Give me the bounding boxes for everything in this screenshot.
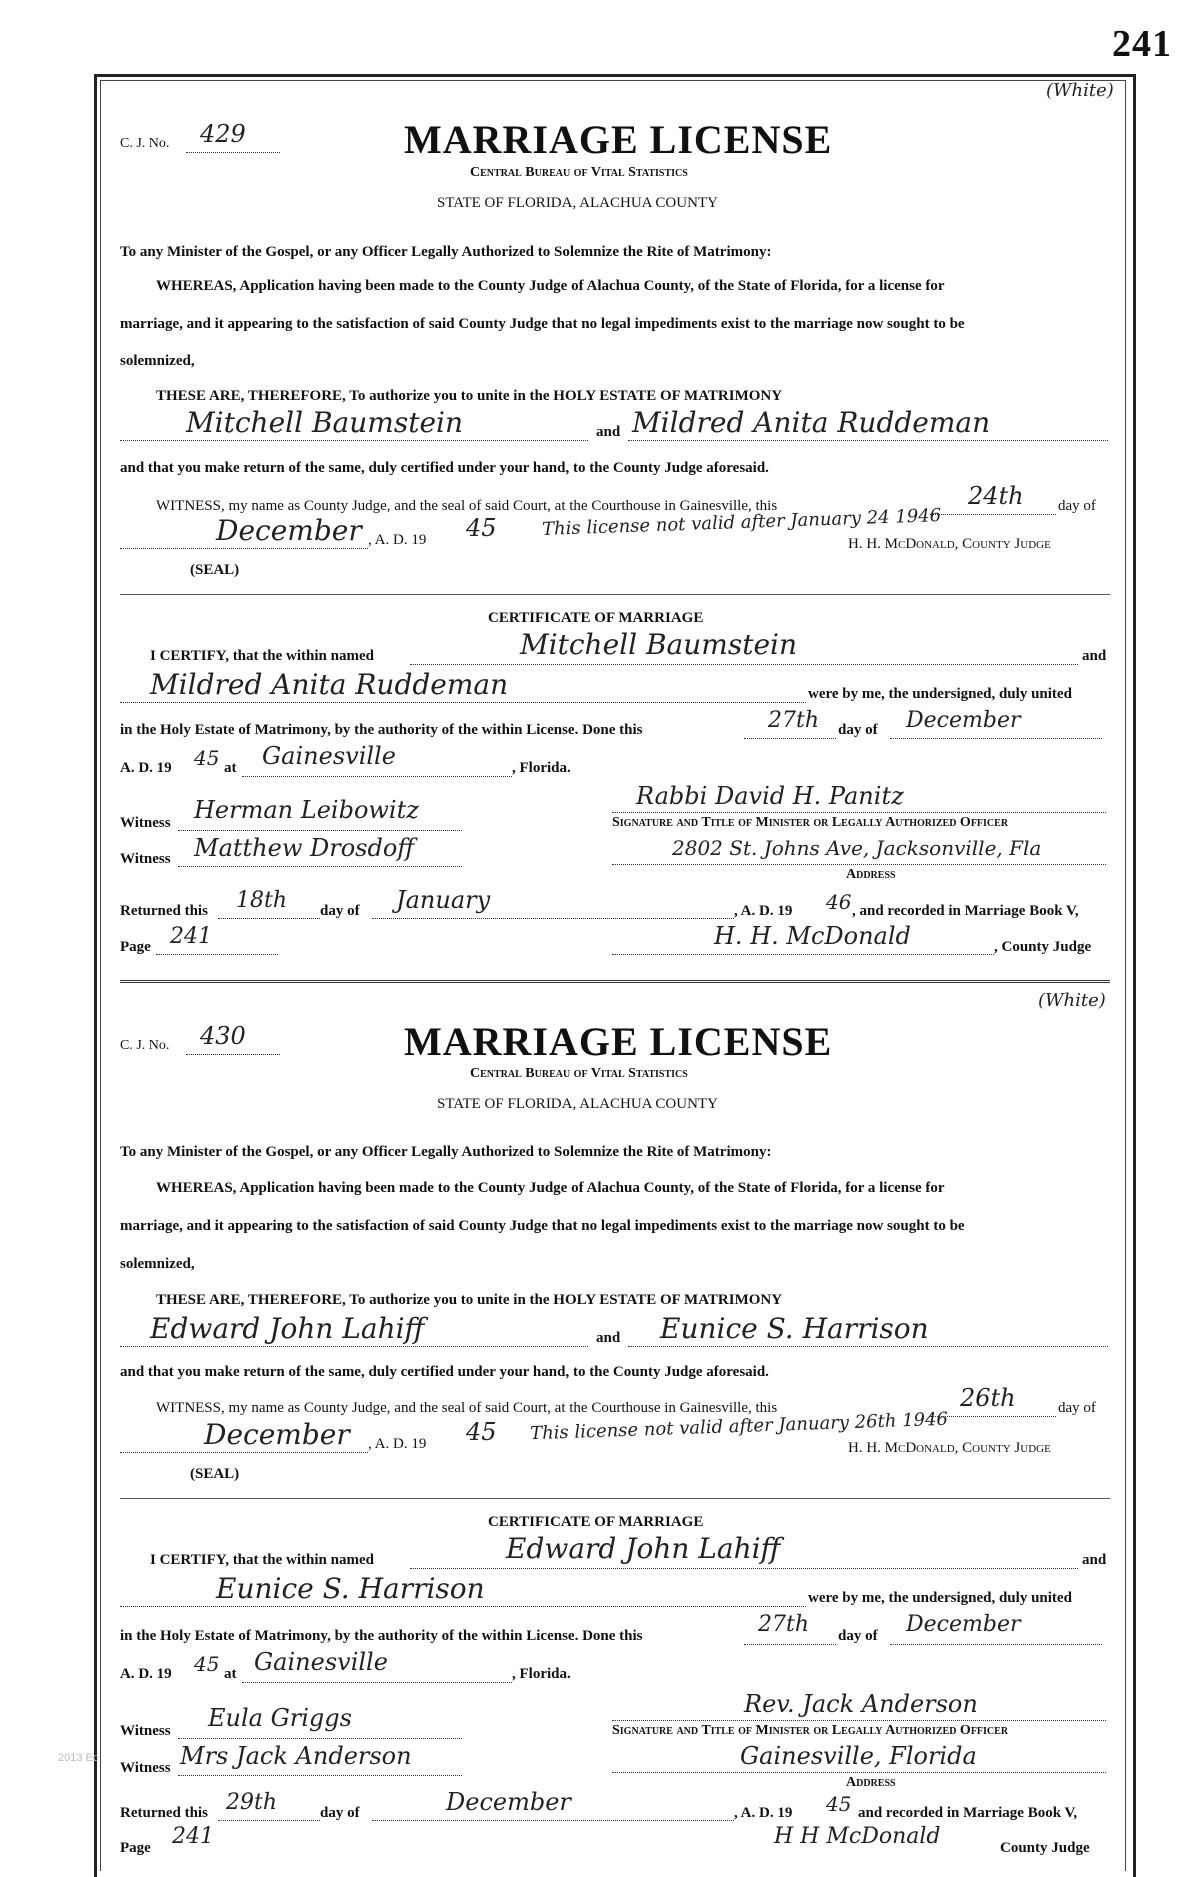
ad-label: , A. D. 19 [368,1436,427,1452]
certificate-month: December [906,1612,1021,1637]
witness-1-label: Witness [120,1723,171,1739]
county-judge-name: H. H. McDonald, County Judge [848,1440,1051,1456]
whereas-line-2: marriage, and it appearing to the satisfaction of said County Judge that no legal impediments exist to the marriage now sought to be [120,1218,965,1234]
state-county: STATE OF FLORIDA, ALACHUA COUNTY [437,195,718,211]
witness-2-label: Witness [120,1760,171,1776]
county-judge-label: , County Judge [994,939,1092,955]
witness-1-name: Herman Leibowitz [194,796,419,824]
returned-month: December [446,1788,571,1816]
license-year: 45 [466,1418,497,1446]
returned-year: 45 [826,1792,852,1816]
certificate-year: 45 [194,746,220,770]
certificate-day-of: day of [838,1628,878,1644]
witness-line: WITNESS, my name as County Judge, and the seal of said Court, at the Courthouse in Gainesville, this [156,1400,778,1416]
judge-signature: H H McDonald [774,1824,941,1849]
salutation: To any Minister of the Gospel, or any Officer Legally Authorized to Solemnize the Rite of Matrimony: [120,1144,772,1160]
groom-name: Mitchell Baumstein [186,406,464,439]
license-title: MARRIAGE LICENSE [404,117,833,162]
certificate-ad: A. D. 19 [120,1666,172,1682]
validity-note: This license not valid after January 26th 1946 [529,1408,949,1445]
officer-address: 2802 St. Johns Ave, Jacksonville, Fla [672,836,1042,860]
cj-label: C. J. No. [120,1038,170,1053]
judge-signature: H. H. McDonald [714,922,911,950]
these-are-line: THESE ARE, THEREFORE, To authorize you to unite in the HOLY ESTATE OF MATRIMONY [156,388,783,404]
bureau-name: Central Bureau of Vital Statistics [470,1066,688,1081]
license-title: MARRIAGE LICENSE [404,1019,833,1064]
address-label: Address [846,867,896,882]
certificate-month: December [906,708,1021,733]
validity-note: This license not valid after January 24 1946 [541,505,942,540]
seal-label: (SEAL) [190,1466,240,1482]
license-month: December [216,514,362,547]
florida-label: , Florida. [512,760,571,776]
recorded-label: , and recorded in Marriage Book V, [852,903,1079,919]
certificate-year: 45 [194,1652,220,1676]
returned-ad: , A. D. 19 [734,1805,793,1821]
page-label: Page [120,1840,151,1856]
these-are-line: THESE ARE, THEREFORE, To authorize you to unite in the HOLY ESTATE OF MATRIMONY [156,1292,783,1308]
certificate-bride: Mildred Anita Ruddeman [150,668,509,701]
county-judge-name: H. H. McDonald, County Judge [848,536,1051,552]
bride-name: Mildred Anita Ruddeman [632,406,991,439]
bureau-name: Central Bureau of Vital Statistics [470,165,688,180]
license-year: 45 [466,514,497,542]
license-day: 24th [968,482,1024,510]
witness-1-name: Eula Griggs [208,1704,352,1732]
returned-ad: , A. D. 19 [734,903,793,919]
witness-1-label: Witness [120,815,171,831]
certificate-title: CERTIFICATE OF MARRIAGE [488,610,704,626]
certificate-groom: Edward John Lahiff [506,1532,781,1565]
certificate-groom: Mitchell Baumstein [520,628,798,661]
officer-address: Gainesville, Florida [740,1742,977,1770]
groom-name: Edward John Lahiff [150,1312,425,1345]
florida-label: , Florida. [512,1666,571,1682]
whereas-line-1: WHEREAS, Application having been made to the County Judge of Alachua County, of the State of Florida, for a license for [156,278,945,294]
returned-day: 29th [226,1790,278,1815]
returned-label: Returned this [120,1805,208,1821]
certificate-and: and [1082,1552,1107,1568]
race-note: (White) [1046,80,1114,101]
page-number-hand: 241 [170,924,212,949]
day-of-label: day of [1058,1400,1096,1416]
certificate-place: Gainesville [254,1648,388,1676]
state-county: STATE OF FLORIDA, ALACHUA COUNTY [437,1096,718,1112]
returned-day: 18th [236,888,288,913]
license-month: December [204,1418,350,1451]
divider [120,594,1110,595]
faint-watermark: 2013 Ec [58,1752,99,1764]
whereas-line-3: solemnized, [120,353,195,369]
salutation: To any Minister of the Gospel, or any Officer Legally Authorized to Solemnize the Rite of Matrimony: [120,244,772,260]
recorded-label: and recorded in Marriage Book V, [858,1805,1078,1821]
officer-signature: Rev. Jack Anderson [744,1690,978,1718]
certificate-and: and [1082,648,1107,664]
certify-label: I CERTIFY, that the within named [150,648,374,664]
returned-month: January [396,886,491,914]
ad-label: , A. D. 19 [368,532,427,548]
officer-signature: Rabbi David H. Panitz [636,782,904,810]
whereas-line-1: WHEREAS, Application having been made to the County Judge of Alachua County, of the State of Florida, for a license for [156,1180,945,1196]
whereas-line-3: solemnized, [120,1256,195,1272]
cj-number: 429 [200,120,246,148]
and-label: and [596,1330,621,1346]
returned-day-of: day of [320,903,360,919]
certify-label: I CERTIFY, that the within named [150,1552,374,1568]
page-number-hand: 241 [172,1824,214,1849]
united-label: were by me, the undersigned, duly united [808,686,1072,702]
return-line: and that you make return of the same, duly certified under your hand, to the County Judge aforesaid. [120,460,769,476]
certificate-ad: A. D. 19 [120,760,172,776]
day-of-label: day of [1058,498,1096,514]
seal-label: (SEAL) [190,562,240,578]
witness-2-label: Witness [120,851,171,867]
page-number: 241 [1112,23,1172,65]
certificate-day: 27th [768,708,820,733]
certificate-day: 27th [758,1612,810,1637]
at-label: at [224,760,237,776]
returned-year: 46 [826,890,852,914]
and-label: and [596,424,621,440]
address-label: Address [846,1775,896,1790]
license-day: 26th [960,1384,1016,1412]
holy-estate-line: in the Holy Estate of Matrimony, by the authority of the within License. Done this [120,722,643,738]
returned-label: Returned this [120,903,208,919]
witness-2-name: Matthew Drosdoff [194,834,415,862]
whereas-line-2: marriage, and it appearing to the satisfaction of said County Judge that no legal impediments exist to the marriage now sought to be [120,316,965,332]
page-label: Page [120,939,151,955]
divider [120,1498,1110,1499]
united-label: were by me, the undersigned, duly united [808,1590,1072,1606]
certificate-bride: Eunice S. Harrison [216,1572,485,1605]
returned-day-of: day of [320,1805,360,1821]
race-note: (White) [1038,990,1106,1011]
return-line: and that you make return of the same, duly certified under your hand, to the County Judge aforesaid. [120,1364,769,1380]
certificate-title: CERTIFICATE OF MARRIAGE [488,1514,704,1530]
county-judge-label: County Judge [1000,1840,1090,1856]
officer-label: Signature and Title of Minister or Legally Authorized Officer [612,815,1009,830]
certificate-day-of: day of [838,722,878,738]
witness-line: WITNESS, my name as County Judge, and the seal of said Court, at the Courthouse in Gainesville, this [156,498,778,514]
holy-estate-line: in the Holy Estate of Matrimony, by the authority of the within License. Done this [120,1628,643,1644]
bride-name: Eunice S. Harrison [660,1312,929,1345]
witness-2-name: Mrs Jack Anderson [180,1742,412,1770]
cj-number: 430 [200,1022,246,1050]
at-label: at [224,1666,237,1682]
section-divider [120,980,1110,986]
officer-label: Signature and Title of Minister or Legally Authorized Officer [612,1723,1009,1738]
cj-label: C. J. No. [120,136,170,151]
certificate-place: Gainesville [262,742,396,770]
